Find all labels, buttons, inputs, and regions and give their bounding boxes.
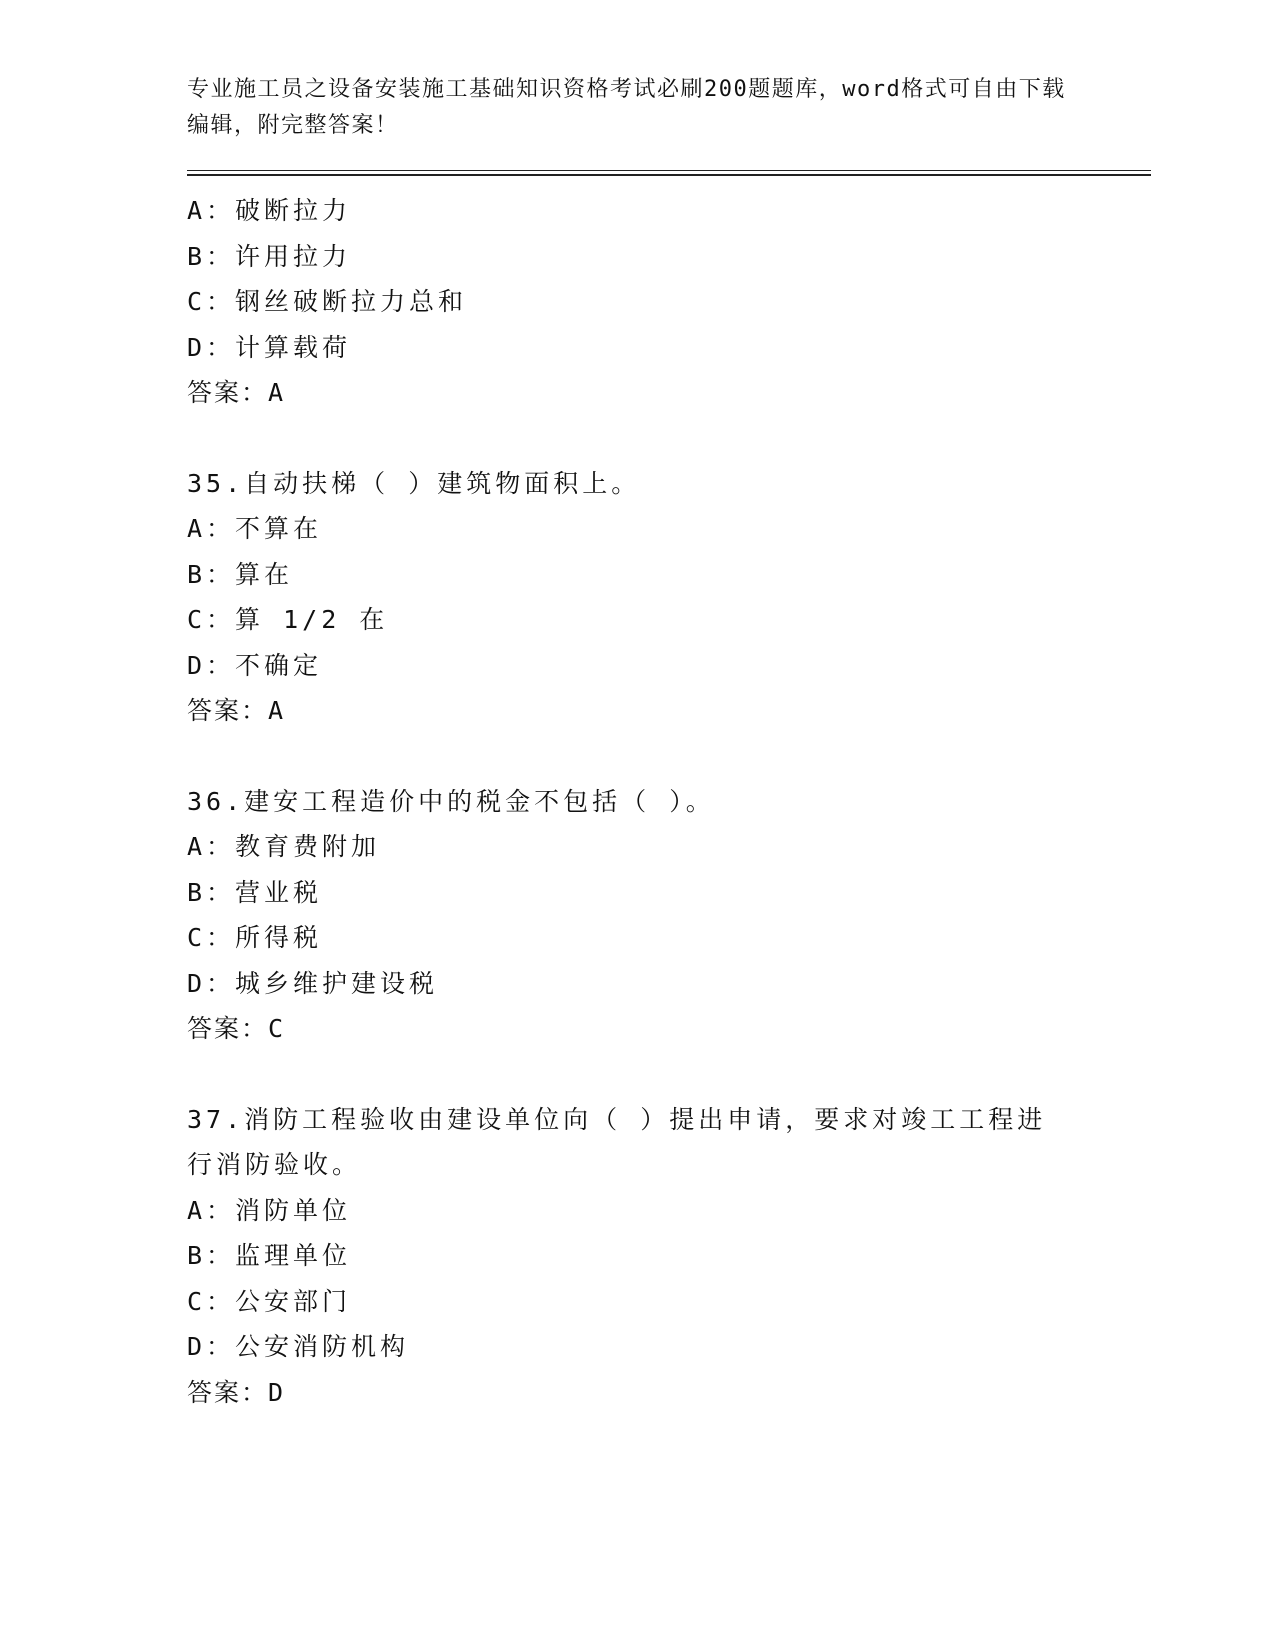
option-b: B：算在: [187, 559, 294, 589]
answer-line: 答案：A: [187, 378, 286, 407]
option-d: D：不确定: [187, 650, 323, 680]
option-b: B：许用拉力: [187, 241, 352, 271]
question-block: [187, 779, 1151, 1052]
option-a: A：消防单位: [187, 1195, 352, 1225]
answer-line: 答案：C: [187, 1014, 286, 1043]
option-d: D：公安消防机构: [187, 1332, 410, 1361]
question-text: 35.自动扶梯（ ）建筑物面积上。: [187, 468, 641, 498]
spacer: [187, 416, 1151, 461]
option-c: C：所得税: [187, 923, 323, 952]
page-header: 专业施工员之设备安装施工基础知识资格考试必刷200题题库，word格式可自由下载编辑，附完整答案！: [187, 77, 1066, 138]
header-divider: [187, 170, 1151, 176]
option-a: A：教育费附加: [187, 832, 381, 861]
option-b: B：营业税: [187, 877, 323, 907]
option-d: D：城乡维护建设税: [187, 968, 439, 998]
option-b: B：监理单位: [187, 1241, 352, 1270]
document-page: [187, 72, 1151, 1415]
spacer: [187, 1052, 1151, 1097]
question-text: 37.消防工程验收由建设单位向（ ）提出申请，要求对竣工工程进行消防验收。: [187, 1104, 1047, 1179]
question-block: [187, 1097, 1151, 1416]
question-block: [187, 188, 1151, 416]
question-list: [187, 188, 1151, 1415]
option-c: C：公安部门: [187, 1286, 352, 1316]
option-c: C：算 1/2 在: [187, 605, 389, 634]
option-c: C：钢丝破断拉力总和: [187, 287, 468, 316]
option-d: D：计算载荷: [187, 332, 352, 362]
option-a: A：破断拉力: [187, 196, 352, 225]
answer-line: 答案：A: [187, 696, 286, 725]
spacer: [187, 734, 1151, 779]
question-block: [187, 461, 1151, 734]
question-text: 36.建安工程造价中的税金不包括（ ）。: [187, 786, 715, 816]
option-a: A：不算在: [187, 514, 323, 543]
divider-line-thick: [187, 174, 1151, 176]
answer-line: 答案：D: [187, 1377, 286, 1407]
divider-line-thin: [187, 170, 1151, 171]
